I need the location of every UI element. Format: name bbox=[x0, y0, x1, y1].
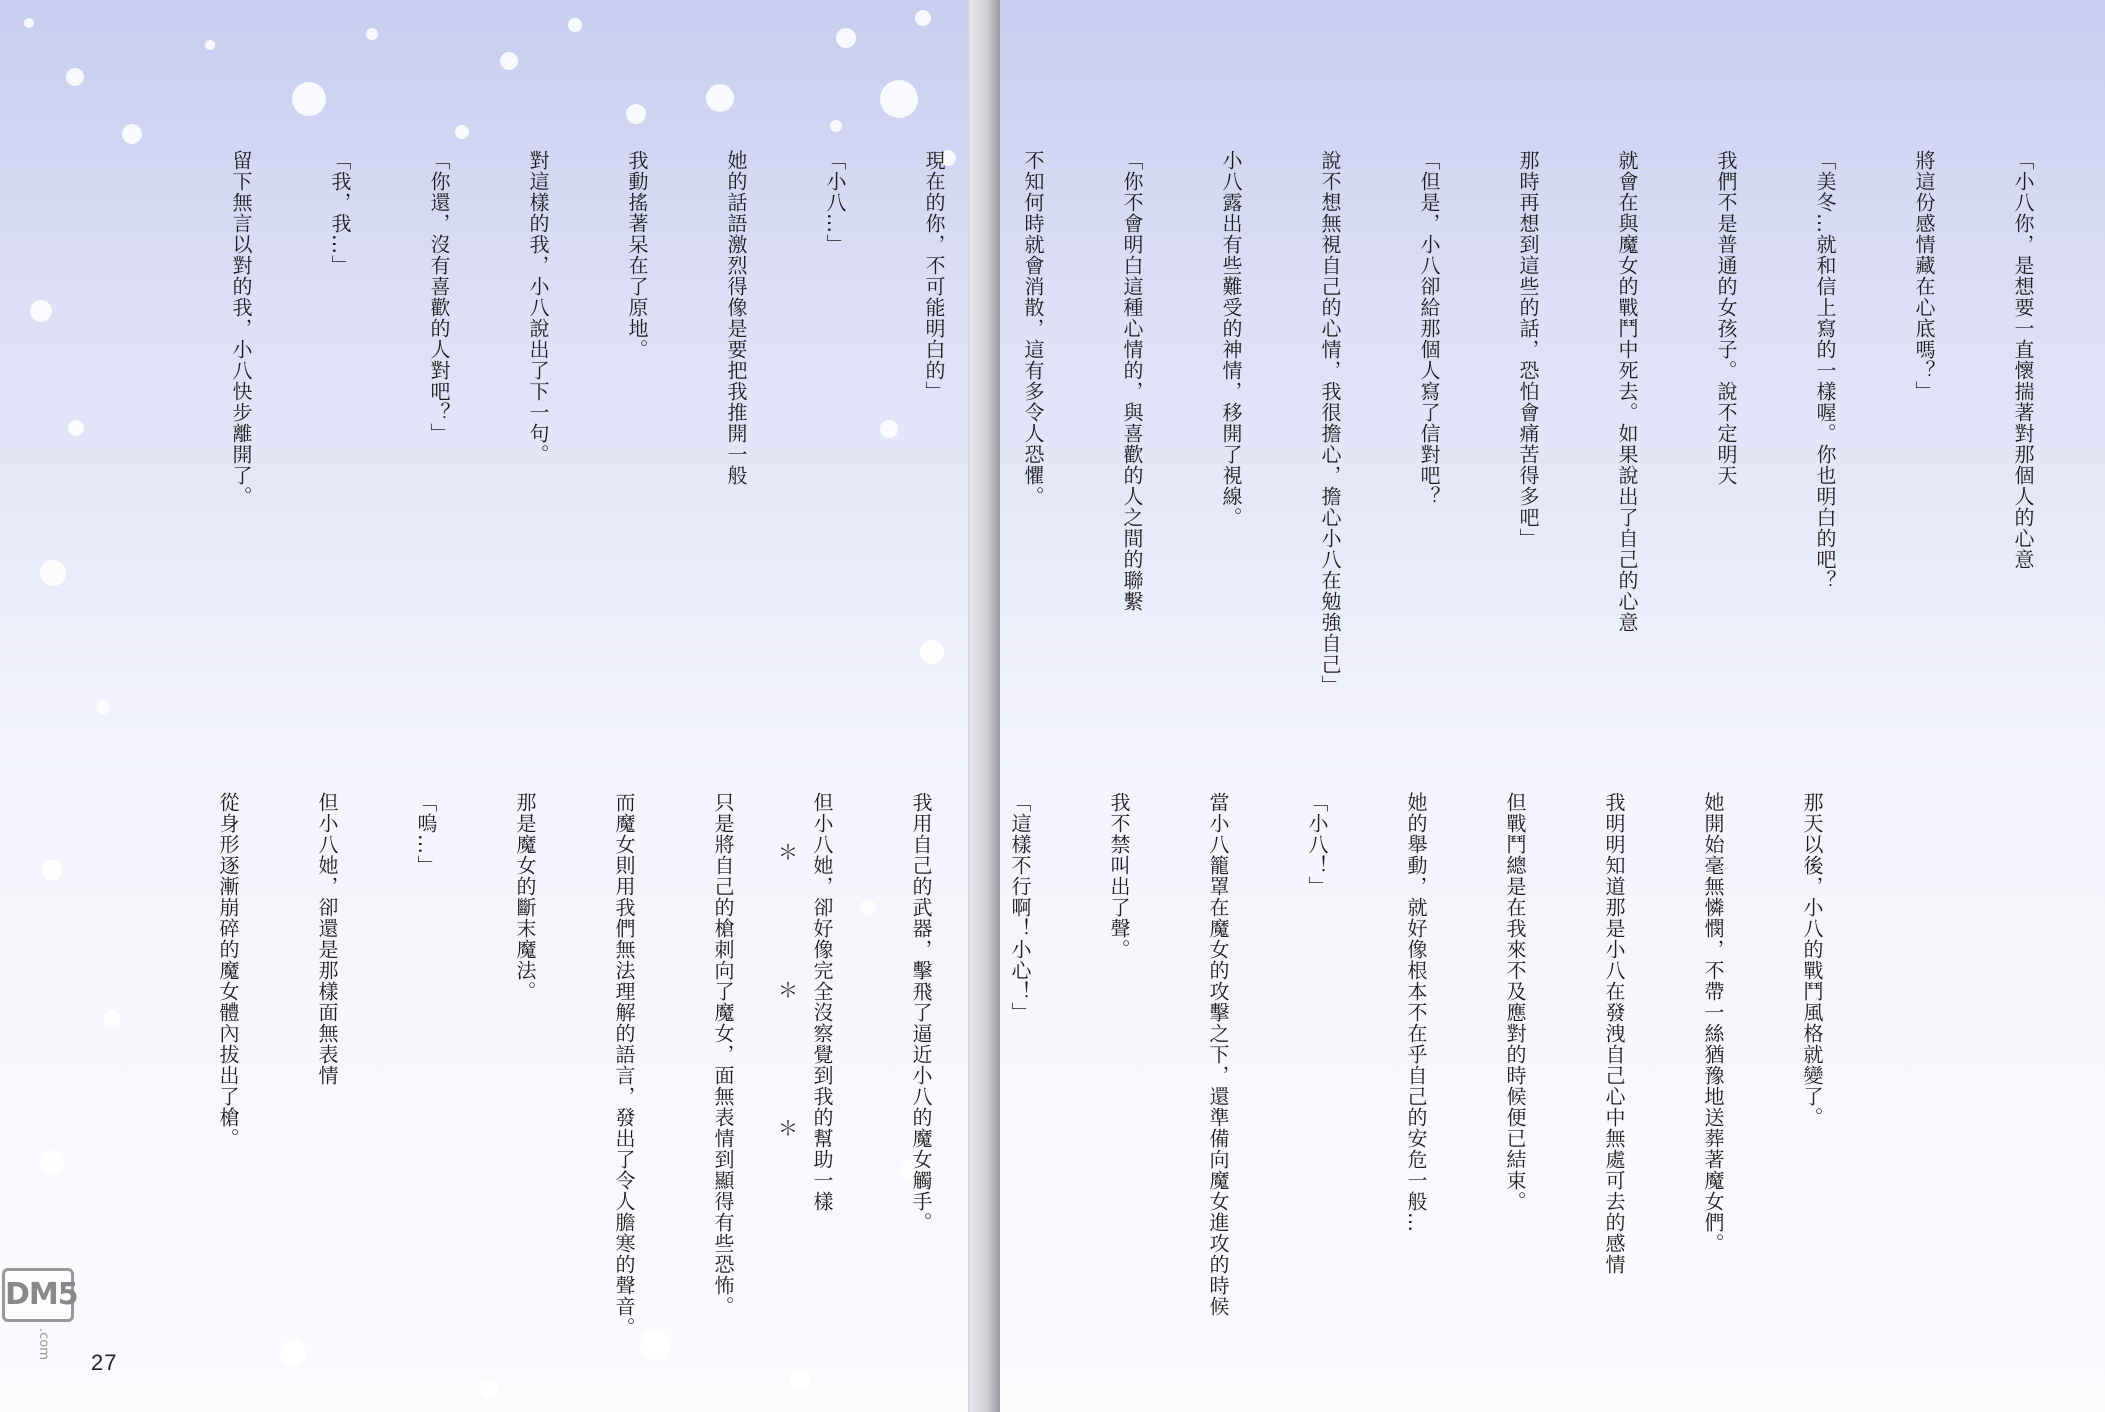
text-line: 那是魔女的斷末魔法。 bbox=[513, 792, 537, 1002]
watermark-logo bbox=[2, 1268, 76, 1398]
snow-dot bbox=[836, 28, 856, 48]
snow-dot bbox=[480, 1380, 498, 1398]
separator-star: ＊ bbox=[778, 978, 798, 1002]
snow-dot bbox=[292, 82, 326, 116]
text-line: 我動搖著呆在了原地。 bbox=[625, 150, 649, 360]
text-line: 「但是，小八卻給那個人寫了信對吧？ bbox=[1417, 150, 1441, 507]
snow-dot bbox=[40, 1150, 64, 1174]
text-line: 但戰鬥總是在我來不及應對的時候便已結束。 bbox=[1503, 792, 1527, 1212]
watermark-domain: .com bbox=[36, 1328, 51, 1360]
text-line: 將這份感情藏在心底嗎？」 bbox=[1912, 150, 1936, 402]
snow-dot bbox=[66, 68, 84, 86]
text-line: 小八露出有些難受的神情，移開了視線。 bbox=[1219, 150, 1243, 528]
text-line: 那天以後，小八的戰鬥風格就變了。 bbox=[1800, 792, 1824, 1128]
text-line: 但小八她，卻還是那樣面無表情 bbox=[315, 792, 339, 1086]
text-line: 就會在與魔女的戰鬥中死去。如果說出了自己的心意 bbox=[1615, 150, 1639, 633]
snow-dot bbox=[24, 18, 34, 28]
text-line: 她的話語激烈得像是要把我推開一般 bbox=[724, 150, 748, 486]
upper-text-block bbox=[158, 150, 2105, 710]
snow-dot bbox=[96, 700, 110, 714]
text-line: 「我，我…」 bbox=[328, 150, 352, 276]
snow-dot bbox=[205, 40, 215, 50]
snow-dot bbox=[122, 124, 142, 144]
text-line: 說不想無視自己的心情，我很擔心，擔心小八在勉強自己」 bbox=[1318, 150, 1342, 696]
snow-dot bbox=[68, 420, 84, 436]
text-line: 而魔女則用我們無法理解的語言，發出了令人膽寒的聲音。 bbox=[612, 792, 636, 1338]
snow-dot bbox=[706, 84, 734, 112]
text-line: 我明明知道那是小八在發洩自己心中無處可去的感情 bbox=[1602, 792, 1626, 1275]
text-line: 「嗚…」 bbox=[414, 792, 438, 876]
text-line: 當小八籠罩在魔女的攻擊之下，還準備向魔女進攻的時候 bbox=[1206, 792, 1230, 1317]
watermark-logo-text: DM5 bbox=[2, 1268, 74, 1322]
text-line: 「小八你，是想要一直懷揣著對那個人的心意 bbox=[2011, 150, 2035, 570]
snow-dot bbox=[455, 125, 469, 139]
page-number: 27 bbox=[91, 1350, 118, 1375]
snow-dot bbox=[626, 104, 646, 124]
snow-dot bbox=[104, 1010, 120, 1026]
text-line: 對這樣的我，小八說出了下一句。 bbox=[526, 150, 550, 465]
text-line: 只是將自己的槍刺向了魔女，面無表情到顯得有些恐怖。 bbox=[711, 792, 735, 1317]
text-line: 從身形逐漸崩碎的魔女體內拔出了槍。 bbox=[216, 792, 240, 1149]
text-line: 留下無言以對的我，小八快步離開了。 bbox=[229, 150, 253, 507]
text-line: 「你還，沒有喜歡的人對吧？」 bbox=[427, 150, 451, 444]
snow-dot bbox=[500, 52, 518, 70]
text-line: 「你不會明白這種心情的，與喜歡的人之間的聯繫 bbox=[1120, 150, 1144, 612]
snow-dot bbox=[568, 18, 582, 32]
text-line: 她開始毫無憐憫，不帶一絲猶豫地送葬著魔女們。 bbox=[1701, 792, 1725, 1254]
snow-dot bbox=[915, 10, 931, 26]
snow-dot bbox=[790, 1370, 810, 1390]
text-line: 我們不是普通的女孩子。說不定明天 bbox=[1714, 150, 1738, 486]
lower-text-block bbox=[145, 792, 1894, 1372]
text-line: 不知何時就會消散，這有多令人恐懼。 bbox=[1021, 150, 1045, 507]
snow-dot bbox=[30, 300, 52, 322]
snow-dot bbox=[42, 860, 62, 880]
text-line: 「小八！」 bbox=[1305, 792, 1329, 897]
text-line: 「美冬…就和信上寫的一樣喔。你也明白的吧？ bbox=[1813, 150, 1837, 591]
text-line: 「小八…」 bbox=[823, 150, 847, 255]
text-line: 「這樣不行啊！小心！」 bbox=[1008, 792, 1032, 1023]
page-edge bbox=[970, 0, 1000, 1412]
text-line: 她的舉動，就好像根本不在乎自己的安危一般… bbox=[1404, 792, 1428, 1233]
snow-dot bbox=[880, 80, 918, 118]
snow-dot bbox=[366, 28, 378, 40]
separator-star: ＊ bbox=[778, 1116, 798, 1140]
snow-dot bbox=[830, 120, 842, 132]
snow-dot bbox=[40, 560, 66, 586]
text-line: 我用自己的武器，擊飛了逼近小八的魔女觸手。 bbox=[909, 792, 933, 1233]
text-line: 那時再想到這些的話，恐怕會痛苦得多吧」 bbox=[1516, 150, 1540, 549]
separator-star: ＊ bbox=[778, 840, 798, 864]
text-line: 但小八她，卻好像完全沒察覺到我的幫助一樣 bbox=[810, 792, 834, 1212]
text-line: 我不禁叫出了聲。 bbox=[1107, 792, 1131, 960]
text-line: 現在的你，不可能明白的」 bbox=[922, 150, 946, 402]
